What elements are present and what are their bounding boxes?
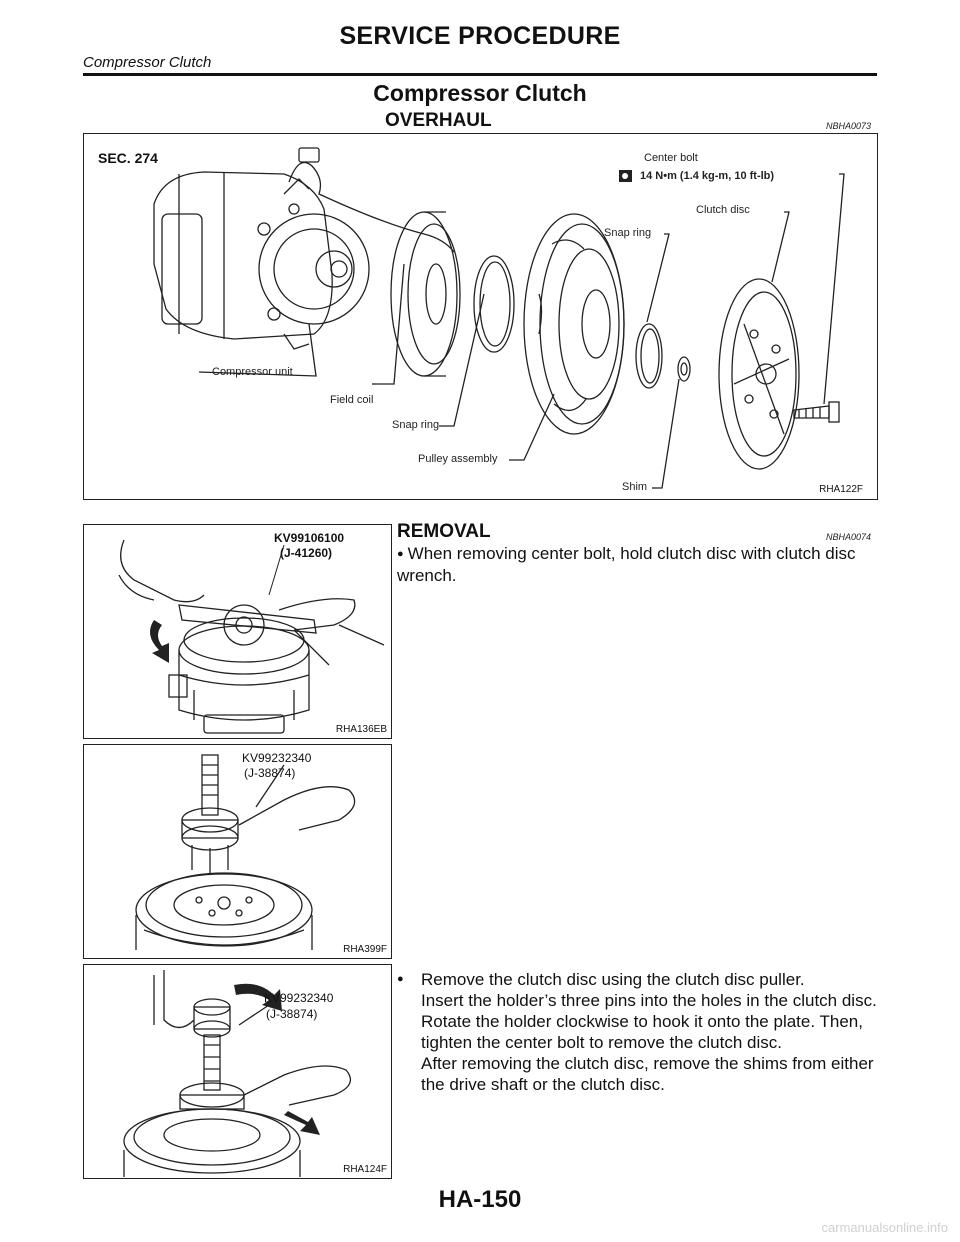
watermark: carmanualsonline.info xyxy=(821,1220,948,1235)
figure-rha124f xyxy=(83,964,392,1179)
figure-code: RHA122F xyxy=(819,484,863,495)
removal-bullet-2 xyxy=(397,969,879,1095)
fig1-tool-number: KV99106100 xyxy=(274,531,345,545)
torque-wrench-icon xyxy=(619,170,632,182)
header-subtitle: Compressor Clutch xyxy=(83,54,212,71)
label-pulley-assembly: Pulley assembly xyxy=(418,453,498,465)
removal-heading: REMOVAL xyxy=(397,521,491,542)
removal-bullet-1 xyxy=(397,543,879,586)
fig3-tool-alt: (J-38874) xyxy=(266,1007,318,1021)
exploded-view-illustration xyxy=(84,134,877,499)
fig1-tool-alt: (J-41260) xyxy=(280,546,333,560)
label-torque: 14 N•m (1.4 kg-m, 10 ft-lb) xyxy=(640,170,775,182)
wrench-hold-illustration xyxy=(84,525,391,738)
overhaul-figure xyxy=(83,133,878,500)
bullet-2-line: tighten the center bolt to remove the clutch disc. xyxy=(421,1033,782,1052)
bullet-icon: ● xyxy=(397,548,404,560)
fig2-code: RHA399F xyxy=(343,944,387,955)
section-title: Compressor Clutch xyxy=(373,80,587,106)
header-rule xyxy=(83,73,877,76)
removal-code: NBHA0074 xyxy=(826,532,872,542)
bullet-icon: ● xyxy=(397,973,404,985)
overhaul-code: NBHA0073 xyxy=(826,121,872,131)
label-snap-ring-bottom: Snap ring xyxy=(392,419,440,431)
removal-bullet-1-text: When removing center bolt, hold clutch disc with clutch disc wrench. xyxy=(397,544,856,585)
header-title: SERVICE PROCEDURE xyxy=(339,22,621,50)
rotation-arrow-icon xyxy=(150,620,169,663)
tighten-arrow-icon xyxy=(284,1111,320,1135)
bullet-2-line: Insert the holder’s three pins into the holes in the clutch disc. xyxy=(421,991,877,1010)
label-clutch-disc: Clutch disc xyxy=(696,204,750,216)
figure-rha399f xyxy=(83,744,392,959)
label-compressor-unit: Compressor unit xyxy=(212,366,293,378)
fig3-code: RHA124F xyxy=(343,1164,387,1175)
bullet-2-line: the drive shaft or the clutch disc. xyxy=(421,1075,665,1094)
fig2-tool-alt: (J-38874) xyxy=(244,766,296,780)
puller-removal-illustration xyxy=(84,965,391,1178)
label-center-bolt: Center bolt xyxy=(644,152,698,164)
label-field-coil: Field coil xyxy=(330,394,374,406)
label-shim: Shim xyxy=(622,481,648,493)
bullet-2-line: Remove the clutch disc using the clutch disc puller. xyxy=(421,970,805,989)
fig1-code: RHA136EB xyxy=(335,724,387,735)
fig3-tool-number: KV99232340 xyxy=(264,991,334,1005)
bullet-2-line: After removing the clutch disc, remove the shims from either xyxy=(421,1054,874,1073)
label-snap-ring-top: Snap ring xyxy=(604,227,652,239)
puller-illustration xyxy=(84,745,391,958)
figure-rha136eb xyxy=(83,524,392,739)
page-number: HA-150 xyxy=(438,1186,522,1213)
bullet-2-line: Rotate the holder clockwise to hook it onto the plate. Then, xyxy=(421,1012,863,1031)
fig2-tool-number: KV99232340 xyxy=(242,751,312,765)
sec-number: SEC. 274 xyxy=(98,150,158,166)
overhaul-heading: OVERHAUL xyxy=(385,110,492,131)
